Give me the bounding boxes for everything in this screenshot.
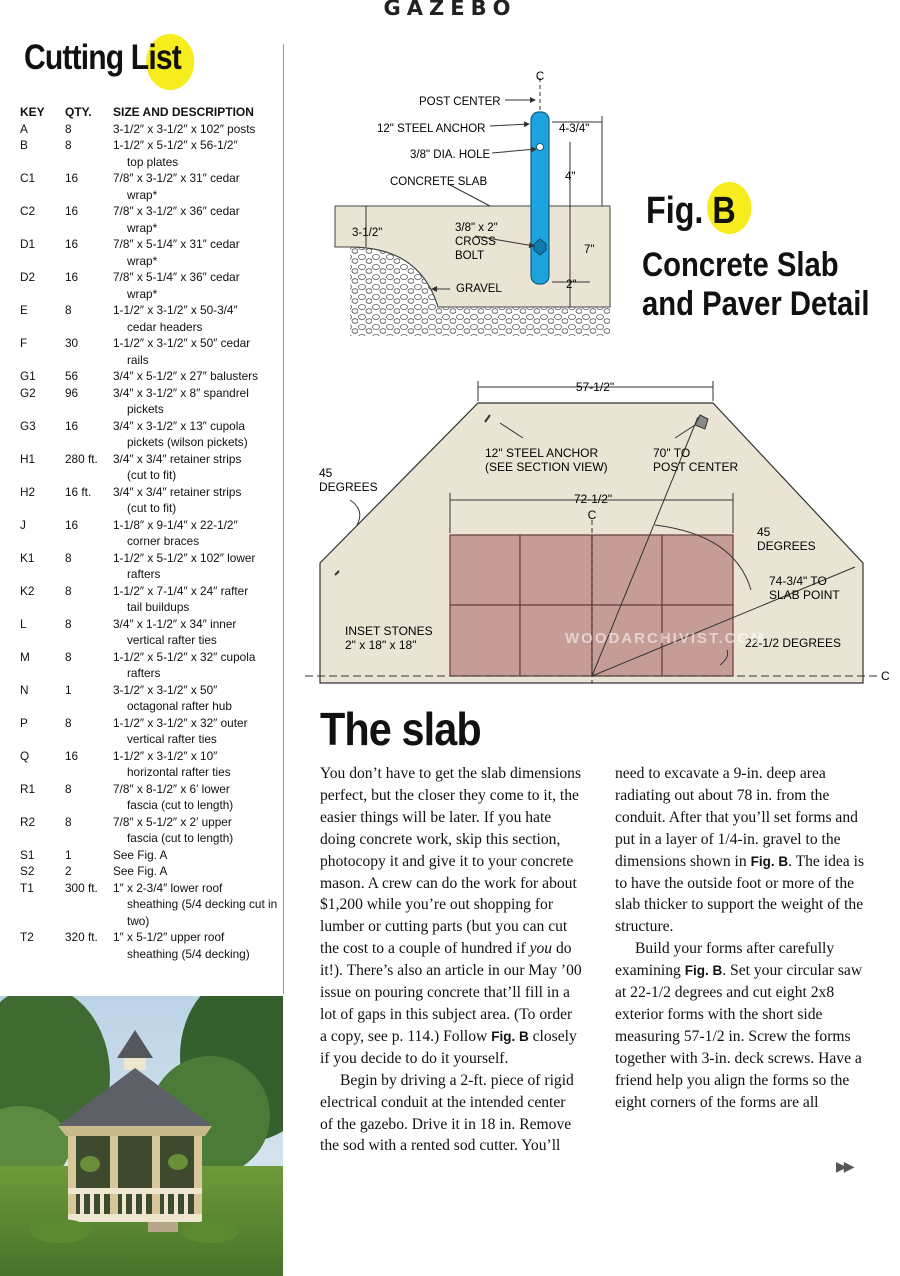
table-row — [20, 418, 282, 451]
watermark-text: WOODARCHIVIST.COM — [565, 630, 766, 647]
row-desc — [113, 616, 282, 649]
col-header-desc: SIZE AND DESCRIPTION — [113, 105, 254, 119]
article-column-1 — [320, 763, 582, 1157]
row-qty: 30 — [65, 336, 79, 350]
table-row — [20, 616, 282, 649]
table-row — [20, 550, 282, 583]
post-center-dist-line1: 70" TO — [653, 446, 691, 460]
p1-text-a: You don’t have to get the slab dimensions perfect, but the closer they come to it, the easier things will be later. If you hate doing concrete work, skip this section, photocopy it and give it to your concrete mason. A crew can do the work for about $1,200 while you’re out shopping for lumber or cutting parts (but you can cut the cost to a couple of hundred if — [320, 765, 582, 958]
row-desc-line1: See Fig. A — [113, 847, 168, 862]
row-desc-line1: 1-1/2″ x 3-1/2″ x 50″ cedar — [113, 336, 251, 350]
hole-label: 3/8" DIA. HOLE — [410, 149, 491, 161]
p1-text-b: do it!). There’s also an article in our May ’00 issue on pouring concrete that’ll fill in a lot of gaps in this subject area. (To order a copy, see p. 114.) Follow — [320, 940, 582, 1045]
table-row — [20, 682, 282, 715]
row-key: C2 — [20, 204, 36, 218]
row-qty: 16 ft. — [65, 484, 92, 499]
row-desc — [113, 203, 282, 236]
row-desc — [113, 385, 282, 418]
row-key: G1 — [20, 369, 36, 383]
row-desc — [113, 880, 282, 930]
row-key: A — [20, 121, 28, 136]
p3-fig-ref: Fig. B — [684, 963, 723, 979]
p1-fig-ref: Fig. B — [491, 1028, 529, 1044]
section-view-diagram — [330, 64, 630, 349]
row-qty: 16 — [65, 748, 79, 763]
row-desc-line2: vertical rafter ties — [127, 732, 217, 746]
row-qty: 8 — [65, 649, 72, 664]
p3-text-b: . Set your circular saw at 22-1/2 degrees and cut eight 2x8 exterior forms with the short side measuring 57-1/2 in. Screw the forms together with 3-in. deck screws. Have a friend help you align the forms so the eight corners of the forms are all — [615, 962, 863, 1111]
row-desc-line1: 1-1/2″ x 5-1/2″ x 32″ cupola — [113, 649, 256, 664]
row-desc — [113, 418, 282, 451]
row-qty: 1 — [65, 682, 72, 697]
row-desc-line1: 7/8″ x 5-1/4″ x 31″ cedar — [113, 237, 240, 251]
row-qty: 300 ft. — [65, 880, 98, 895]
article-title: The slab — [320, 703, 481, 755]
row-qty: 8 — [65, 781, 72, 796]
table-row — [20, 451, 282, 484]
table-row — [20, 335, 282, 368]
row-qty: 8 — [65, 616, 72, 631]
cutting-list-title-highlight — [131, 38, 181, 78]
dim-4-3-4: 4-3/4" — [559, 123, 590, 135]
row-desc — [113, 583, 282, 616]
p2-text-a: Begin by driving a 2-ft. piece of rigid electrical conduit at the intended center of the gazebo. Drive it in 18 in. Remove the sod with a rented sod cutter. You’ll — [320, 1071, 574, 1155]
row-desc-line2: wrap* — [127, 253, 158, 268]
gravel-label: GRAVEL — [456, 283, 502, 295]
inset-stones-line2: 2" x 18" x 18" — [345, 638, 417, 652]
row-qty: 8 — [65, 303, 72, 317]
row-key: H2 — [20, 484, 36, 499]
cutting-list-title-word2: List — [130, 38, 181, 77]
plan-cl-label: C — [587, 508, 597, 522]
row-desc-line2: rails — [127, 352, 149, 367]
table-row — [20, 863, 282, 880]
row-key: P — [20, 715, 28, 730]
row-desc — [113, 368, 282, 385]
row-desc-line1: 3/4″ x 3-1/2″ x 13″ cupola — [113, 418, 245, 433]
row-key: R1 — [20, 781, 36, 796]
row-desc-line2: fascia (cut to length) — [127, 831, 234, 845]
row-key: R2 — [20, 814, 36, 829]
dim-2: 2" — [566, 279, 577, 291]
row-desc-line2: wrap* — [127, 220, 158, 235]
p2-text-continued: need to excavate a 9-in. deep area radiating out about 78 in. from the conduit. After that you’ll set forms and put in a layer of 1/4-in. gravel to the dimensions shown in — [615, 765, 858, 870]
dim-7: 7" — [584, 244, 595, 256]
row-desc — [113, 484, 282, 517]
deg-45-right-line2: DEGREES — [757, 539, 816, 553]
article-paragraph-2-continued — [615, 763, 877, 938]
row-desc-line2: (cut to fit) — [127, 468, 177, 482]
p2-fig-ref: Fig. B — [750, 853, 789, 869]
table-row — [20, 203, 282, 236]
table-row — [20, 649, 282, 682]
deg-22-1-2: 22-1/2 DEGREES — [745, 636, 842, 650]
row-desc-line1: 3/4″ x 3/4″ retainer strips — [113, 484, 242, 499]
bolt-label-line3: BOLT — [455, 250, 485, 262]
row-qty: 56 — [65, 369, 79, 383]
table-row — [20, 269, 282, 302]
cutting-list-table — [20, 104, 282, 962]
row-desc — [113, 269, 282, 302]
row-desc-line2: pickets — [127, 402, 164, 416]
row-desc-line2: sheathing (5/4 decking) — [127, 946, 250, 961]
row-key: N — [20, 682, 29, 697]
row-desc-line1: 1-1/8″ x 9-1/4″ x 22-1/2″ — [113, 517, 238, 532]
row-desc-line2: wrap* — [127, 187, 158, 202]
figure-subtitle-line2: and Paver Detail — [642, 285, 870, 323]
column-divider — [283, 44, 284, 994]
row-desc — [113, 748, 282, 781]
row-desc — [113, 121, 282, 138]
row-key: H1 — [20, 451, 36, 466]
row-desc-line1: 1″ x 2-3/4″ lower roof — [113, 880, 223, 895]
figure-label — [646, 190, 736, 233]
row-desc-line2: octagonal rafter hub — [127, 699, 232, 713]
row-desc — [113, 929, 282, 962]
row-desc-line1: See Fig. A — [113, 864, 168, 878]
row-qty: 16 — [65, 204, 79, 218]
table-row — [20, 236, 282, 269]
dim-4: 4" — [565, 171, 576, 183]
row-desc-line1: 7/8″ x 3-1/2″ x 36″ cedar — [113, 204, 240, 218]
table-row — [20, 814, 282, 847]
row-key: Q — [20, 748, 30, 763]
p2-text-b: . The idea is to have the outside foot or more of the slab thicker to support the weight of the structure. — [615, 852, 865, 936]
table-row — [20, 368, 282, 385]
row-key: L — [20, 616, 27, 631]
plan-anchor-label-line2: (SEE SECTION VIEW) — [485, 460, 608, 474]
row-qty: 16 — [65, 171, 79, 185]
row-desc-line1: 1-1/2″ x 5-1/2″ x 102″ lower — [113, 550, 256, 565]
col-header-key: KEY — [20, 105, 45, 119]
row-key: S2 — [20, 864, 35, 878]
article-paragraph-2 — [320, 1070, 582, 1158]
row-desc-line2: horizontal rafter ties — [127, 765, 231, 779]
row-desc-line1: 3/4″ x 3-1/2″ x 8″ spandrel — [113, 385, 249, 400]
row-desc-line1: 7/8″ x 5-1/2″ x 2′ upper — [113, 814, 232, 829]
row-desc-line1: 1-1/2″ x 7-1/4″ x 24″ rafter — [113, 583, 249, 598]
row-key: T1 — [20, 880, 34, 895]
row-key: D1 — [20, 237, 36, 251]
row-desc-line2: corner braces — [127, 534, 200, 548]
row-desc — [113, 682, 282, 715]
continued-arrows-icon: ▶▶ — [836, 1158, 852, 1174]
row-key: K2 — [20, 583, 35, 598]
figure-label-prefix: Fig. — [646, 190, 704, 232]
p3-text-a: Build your forms after carefully examining — [615, 940, 835, 980]
page-header: GAZEBO — [383, 0, 517, 20]
row-key: T2 — [20, 930, 34, 944]
plan-view-diagram — [295, 375, 900, 700]
row-desc-line2: top plates — [127, 154, 179, 169]
row-qty: 8 — [65, 138, 72, 152]
row-desc — [113, 236, 282, 269]
row-desc-line2: fascia (cut to length) — [127, 798, 234, 812]
row-qty: 16 — [65, 418, 79, 433]
row-desc-line2: rafters — [127, 567, 161, 581]
slab-point-line1: 74-3/4" TO — [769, 574, 827, 588]
inset-stones-line1: INSET STONES — [345, 624, 433, 638]
row-qty: 16 — [65, 237, 79, 251]
section-cl-label: C — [535, 71, 545, 83]
row-desc — [113, 814, 282, 847]
row-qty: 16 — [65, 270, 79, 284]
row-qty: 8 — [65, 814, 72, 829]
plan-cl-right: C — [881, 669, 890, 683]
row-desc-line1: 1-1/2″ x 3-1/2″ x 32″ outer — [113, 715, 248, 730]
table-row — [20, 170, 282, 203]
table-row — [20, 583, 282, 616]
row-key: G2 — [20, 385, 36, 400]
deg-45-left-line2: DEGREES — [319, 480, 378, 494]
row-qty: 8 — [65, 583, 72, 598]
row-qty: 8 — [65, 121, 72, 136]
row-desc-line2: sheathing (5/4 decking cut in two) — [127, 897, 278, 928]
row-key: F — [20, 336, 28, 350]
row-desc — [113, 649, 282, 682]
row-desc-line2: wrap* — [127, 286, 158, 301]
dim-3-1-2: 3-1/2" — [352, 227, 383, 239]
table-row — [20, 715, 282, 748]
row-desc — [113, 302, 282, 335]
row-desc-line2: pickets (wilson pickets) — [127, 435, 248, 449]
row-desc-line1: 3/4″ x 5-1/2″ x 27″ balusters — [113, 369, 258, 383]
table-row — [20, 880, 282, 930]
row-key: B — [20, 138, 28, 152]
col-header-qty: QTY. — [65, 105, 92, 119]
table-row — [20, 484, 282, 517]
row-key: G3 — [20, 418, 36, 433]
deg-45-right-line1: 45 — [757, 525, 771, 539]
row-desc-line1: 3/4″ x 3/4″ retainer strips — [113, 451, 242, 466]
bolt-label-line1: 3/8" x 2" — [455, 222, 498, 234]
table-row — [20, 847, 282, 864]
steel-anchor-label: 12" STEEL ANCHOR — [377, 123, 486, 135]
article-paragraph-1 — [320, 763, 582, 1070]
row-qty: 1 — [65, 847, 72, 862]
p1-text-c: closely if you decide to do it yourself. — [320, 1027, 577, 1067]
figure-subtitle-line1: Concrete Slab — [642, 246, 839, 284]
row-desc — [113, 847, 282, 864]
row-qty: 16 — [65, 517, 79, 532]
row-desc-line1: 1-1/2″ x 5-1/2″ x 56-1/2″ — [113, 138, 238, 152]
row-qty: 320 ft. — [65, 930, 98, 944]
row-desc-line1: 3-1/2″ x 3-1/2″ x 102″ posts — [113, 121, 256, 136]
cutting-list-title — [24, 38, 181, 78]
gazebo-photo — [0, 996, 283, 1276]
row-qty: 8 — [65, 550, 72, 565]
post-center-label: POST CENTER — [419, 96, 501, 108]
section-view-svg — [330, 64, 630, 344]
row-desc — [113, 863, 282, 880]
row-qty: 280 ft. — [65, 451, 98, 466]
post-center-dist-line2: POST CENTER — [653, 460, 739, 474]
row-desc-line1: 1-1/2″ x 3-1/2″ x 50-3/4″ — [113, 303, 238, 317]
figure-letter: B — [712, 190, 736, 232]
deg-45-left-line1: 45 — [319, 466, 333, 480]
table-row — [20, 385, 282, 418]
cutting-list-header-row — [20, 104, 282, 121]
cutting-list-title-word1: Cutting — [24, 38, 124, 77]
row-desc-line1: 1″ x 5-1/2″ upper roof — [113, 930, 225, 944]
row-desc-line1: 1-1/2″ x 3-1/2″ x 10″ — [113, 748, 218, 763]
row-desc-line1: 3-1/2″ x 3-1/2″ x 50″ — [113, 682, 218, 697]
figure-subtitle — [642, 246, 870, 324]
gazebo-photo-illustration — [0, 996, 283, 1276]
table-row — [20, 121, 282, 138]
row-desc-line1: 7/8″ x 3-1/2″ x 31″ cedar — [113, 171, 240, 185]
row-qty: 96 — [65, 385, 79, 400]
row-desc-line2: rafters — [127, 666, 161, 680]
slab-point-line2: SLAB POINT — [769, 588, 840, 602]
row-desc-line1: 7/8″ x 5-1/4″ x 36″ cedar — [113, 270, 240, 284]
bolt-label-line2: CROSS — [455, 236, 496, 248]
row-desc-line2: (cut to fit) — [127, 501, 177, 515]
row-desc — [113, 550, 282, 583]
table-row — [20, 517, 282, 550]
dim-57-1-2: 57-1/2" — [575, 380, 615, 394]
row-key: M — [20, 649, 30, 664]
plan-view-svg — [295, 375, 900, 695]
row-key: K1 — [20, 550, 35, 565]
table-row — [20, 748, 282, 781]
row-key: C1 — [20, 171, 36, 185]
row-desc-line1: 3/4″ x 1-1/2″ x 34″ inner — [113, 616, 237, 631]
row-desc — [113, 781, 282, 814]
article-column-2 — [615, 763, 877, 1114]
row-desc — [113, 715, 282, 748]
table-row — [20, 302, 282, 335]
row-desc-line2: vertical rafter ties — [127, 633, 217, 647]
table-row — [20, 781, 282, 814]
row-key: D2 — [20, 270, 36, 284]
p1-emphasis: you — [529, 940, 553, 958]
row-key: E — [20, 303, 28, 317]
row-desc — [113, 517, 282, 550]
dim-72-1-2: 72-1/2" — [573, 492, 613, 506]
article-paragraph-3 — [615, 938, 877, 1113]
table-row — [20, 137, 282, 170]
row-desc — [113, 451, 282, 484]
row-desc-line1: 7/8″ x 8-1/2″ x 6′ lower — [113, 781, 230, 796]
row-key: J — [20, 517, 26, 532]
row-key: S1 — [20, 847, 35, 862]
row-desc — [113, 335, 282, 368]
figure-letter-highlight — [712, 190, 735, 233]
row-qty: 2 — [65, 864, 72, 878]
row-desc — [113, 170, 282, 203]
table-row — [20, 929, 282, 962]
row-desc-line2: cedar headers — [127, 319, 203, 334]
plan-anchor-label-line1: 12" STEEL ANCHOR — [485, 446, 599, 460]
concrete-slab-label: CONCRETE SLAB — [390, 176, 488, 188]
row-qty: 8 — [65, 715, 72, 730]
row-desc-line2: tail buildups — [127, 600, 190, 614]
row-desc — [113, 137, 282, 170]
